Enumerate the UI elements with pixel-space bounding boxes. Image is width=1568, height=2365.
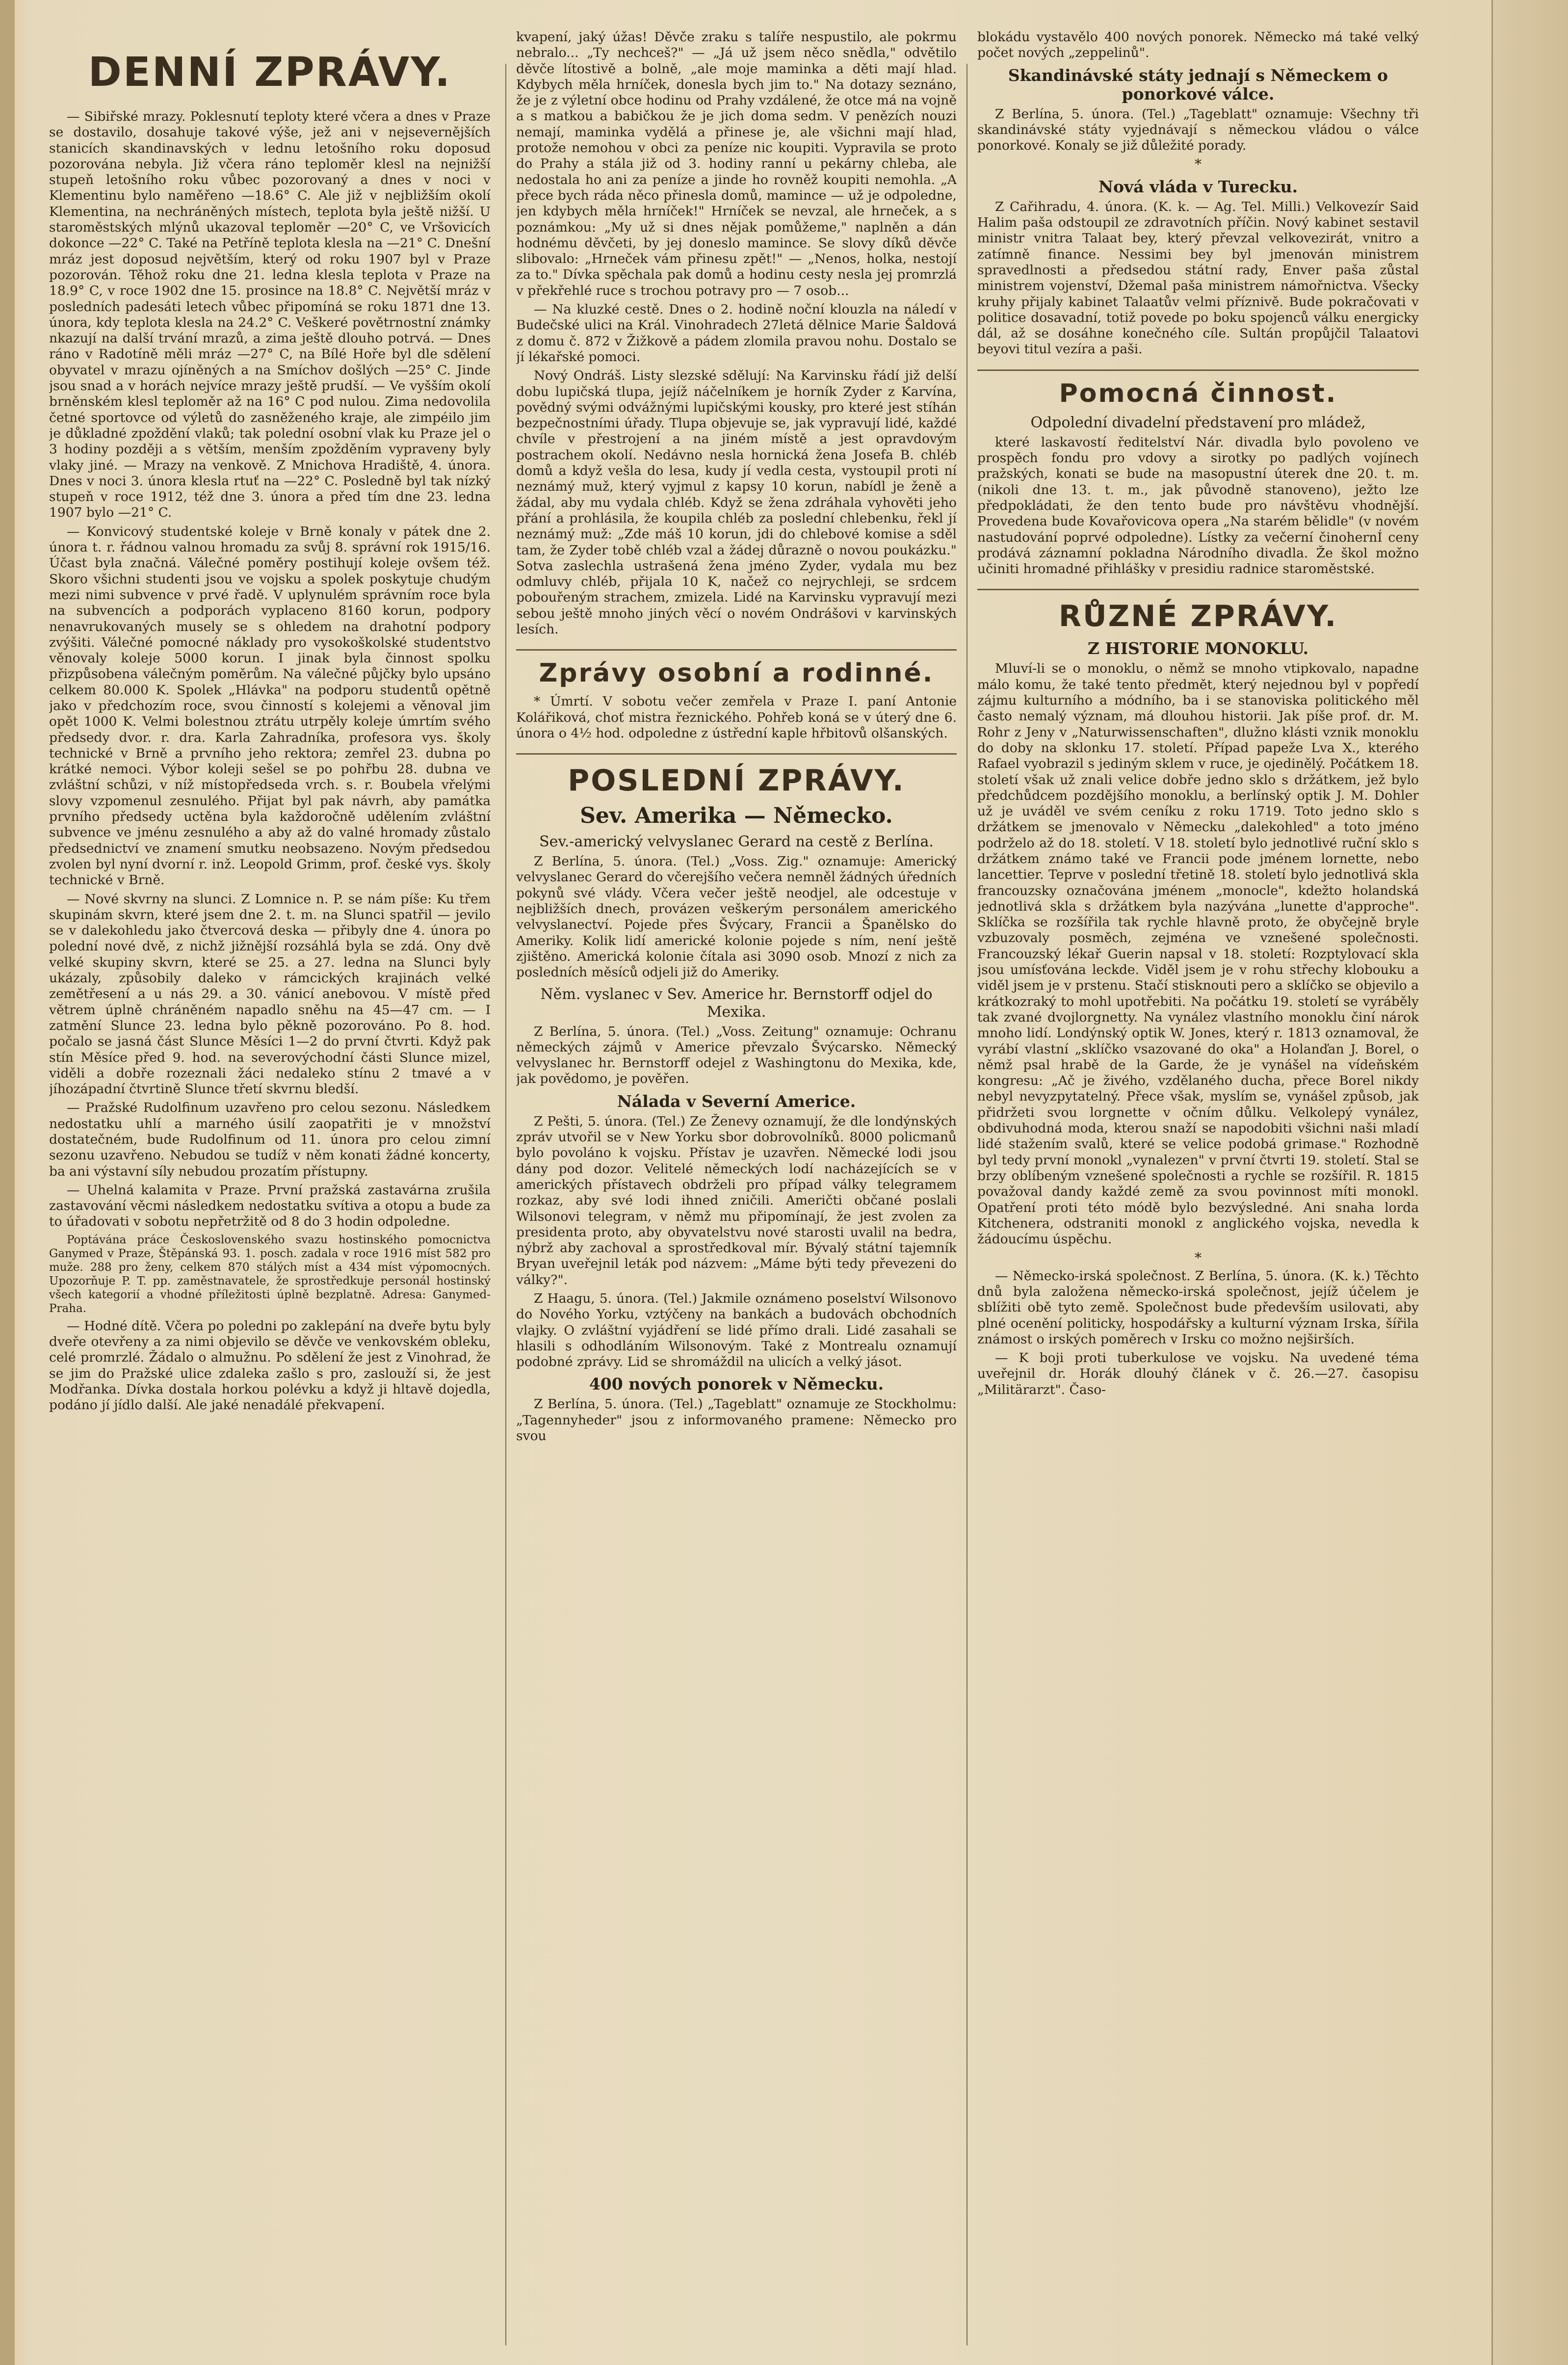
headline-divadelni-predstaveni: Odpolední divadelní představení pro mládež, (1030, 414, 1366, 431)
article-skandinavske-staty: Z Berlína, 5. února. (Tel.) „Tageblatt" oznamuje: Všechny tři skandinávské státy vyjednávají s německou vládou o válce ponorkové. Konaly se již důležité porady. (977, 106, 1419, 154)
article-nalada-haag: Z Haagu, 5. února. (Tel.) Jakmile oznámeno poselství Wilsonovo do Nového Yorku, vztýčeny na bankách a budovách obchodních vlajky. O zvláštní vyjádření se lidé přímo drali. Lidé zasahali se hlasili s odhodláním Wilsonovým. Také z Montrealu oznamují podobné zprávy. Lid se shromáždil na ulicích a velký jásot. (516, 1291, 957, 1370)
article-tuberkulosa: — K boji proti tuberkulose ve vojsku. Na uvedené téma uveřejnil dr. Horák dlouhý článek v č. 26.—27. časopisu „Militärarzt". Časo- (977, 1350, 1419, 1397)
article-400-ponorek: Z Berlína, 5. února. (Tel.) „Tageblatt" oznamuje ze Stockholmu: „Tagennyheder" jsou z informovaného pramene: Německo pro svou (516, 1396, 957, 1444)
headline-nalada: Nálada v Severní Americe. (617, 1091, 856, 1111)
headline-bernstorff: Něm. vyslanec v Sev. Americe hr. Bernstorff odjel do Mexika. (540, 985, 933, 1021)
section-title-ruzne-zpravy: RŮZNÉ ZPRÁVY. (977, 589, 1419, 634)
section-title-osobni-zpravy: Zprávy osobní a rodinné. (516, 649, 957, 689)
article-nova-vlada: Z Cařihradu, 4. února. (K. k. — Ag. Tel. Milli.) Velkovezír Said Halim paša odstoupil ze zdravotních příčin. Nový kabinet sestavil ministr vnitra Talaat bey, který převzal velkovezirát, vnitro a zatímně finance. Nessimi bey byl jmenován ministrem spravedlnosti a předsedou státní rady, Enver paša zůstal ministrem vojenství, Džemal paša ministrem námořnictva. Všecky kruhy přijaly kabinet Talaatův velmi příznivě. Bude pokračovati v politice dosavadní, totiž povede po boku spojenců válku energicky dál, až se dosáhne konečného cíle. Sultán propůjčil Talaatovi beyovi titul vezíra a paši. (977, 199, 1419, 357)
article-historie-monoklu: Mluví-li se o monoklu, o němž se mnoho vtipkovalo, napadne málo komu, že také tento předmět, který nejednou byl v popředí zájmu kulturního a módního, ba i se stanoviska politického měl často nemalý význam, má dlouhou historii. Jak píše prof. dr. M. Rohr z Jeny v „Naturwissenschaften", dlužno klásti vznik monoklu do doby na sklonku 17. století. Případ papeže Lva X., kterého Rafael vyobrazil s jediným sklem v ruce, je ojedinělý. Počátkem 18. století však už znali velice dobře jedno sklo s držátkem, jež bylo předchůdcem pozdějšího monoklu, a berlínský optik J. M. Dohler už je uváděl ve svém ceníku z roku 1719. Toto jedno sklo s držátkem se jmenovalo v Německu „dalekohled" a toto jméno podrželo až do 18. století. V 18. století bylo jednotlivé ruční sklo s držátkem známo také ve Francii pode jménem lornette, nebo lancettier. Teprve v poslední třetině 18. století bylo jednotlivá skla francouzsky označována jménem „monocle", kdežto holandská jednotlivá skla s držátkem byla nazývána „lunette d'approche". Sklíčka se rozšířila tak rychle hlavně proto, že obyčejně bryle vzbuzovaly posměch, zejména ve vznešené společnosti. Francouzský lékař Guerin napsal v 18. století: Rozptylovací skla jsou umísťována leckde. Viděl jsem je v rohu střechy klobouku a viděl jsem je v prstenu. Stačí stisknouti pero a sklíčko se objevilo a krátkozraký to mohl upotřebiti. Na počátku 19. století se vyráběly tak zvané dvojlorgnetty. Na vynález vlastního monoklu činí nárok mnoho lidí. Londýnský optik W. Jones, který r. 1813 oznamoval, že vyrábí vlastní „sklíčko vsazované do oka" a Holanďan J. Borel, o němž psal hrabě de la Garde, že je vynášel na vídeňském kongresu: „Ač je živého, vzdělaného ducha, přece Borel nikdy nebyl nevyzpytatelný. Přece však, myslím se, vynášel způsob, jak přidržeti svou lorgnette v očním důlku. Velkolepý vynález, obdivuhodná moda, kterou snaží se napodobiti všichni naši mladí lidé stažením svalů, které se velice podobá grimase." Rozhodně byl tedy první monokl „vynalezen" v první čtvrti 19. století. Stal se brzy oblíbeným vznešené společnosti a rychle se rozšířil. R. 1815 považoval dandy každé země za svou povinnost míti monokl. Opatření proti této módě bylo bezvýsledné. Ani snaha lorda Kitchenera, odstraniti monokl z anglického vojska, nevedla k žádoucímu úspěchu. (977, 661, 1419, 1247)
headline-historie-monoklu: Z HISTORIE MONOKLU. (1087, 639, 1309, 658)
separator-star: * (1195, 156, 1202, 173)
article-skvrny-na-slunci: — Nové skvrny na slunci. Z Lomnice n. P. se nám píše: Ku třem skupinám skvrn, které jsem dne 2. t. m. na Slunci spatřil — jevilo se v dalekohledu jako čtvercová deska — přibyly dne 4. února po polední nové dvě, z nichž jižnější rozsáhlá byla se zdá. Ony dvě velké skupiny skvrn, které se 25. a 27. ledna na Slunci byly ukázaly, způsobily daleko v rámcických krajinách velké zemětřesení a u nás 29. a 30. vánicí anebovou. V místě před větrem úplně chráněném napadlo sněhu na 45—47 cm. — I zatmění Slunce 23. ledna bylo pěkně pozorováno. Po 8. hod. počalo se jasná část Slunce Měsíci 1—2 do první čtvrti. Když pak stín Měsíce před 9. hod. na severovýchodní části Slunce mizel, viděli a dobře rozeznali žáci nedaleko stínu 2 tmavé a v jíhozápadní čtvrtině Slunce třetí skvrnu bledší. (49, 891, 491, 1097)
article-umrti: * Úmrtí. V sobotu večer zemřela v Praze I. paní Antonie Kolářiková, choť mistra řeznického. Pohřeb koná se v úterý dne 6. února o 4½ hod. odpoledne z ústřední kaple hřbitovů olšanských. (516, 694, 957, 741)
article-sibirske-mrazy: — Sibiřské mrazy. Poklesnutí teploty které včera a dnes v Praze se dostavilo, dosahuje takové výše, jež ani v nejsevernějších stanicích skandinavských v lednu letošního roku doposud pozorována nebyla. Již včera ráno teploměr klesl na nejnižší stupeň letošního roku vůbec pozorovaný a dnes v noci v Klementinu bylo naměřeno —18.6° C. Ale již v nejbližším okolí Klementina, na nechráněných místech, teplota byla ještě nižší. U staroměstských mlýnů ukazoval teploměr —20° C, ve Vršovicích dokonce —22° C. Také na Petříně teplota klesla na —21° C. Dnešní mráz jest doposud největším, který od roku 1907 byl v Praze pozorován. Těhož roku dne 21. ledna klesla teplota v Praze na 18.9° C, v roce 1902 dne 15. prosince na 18.8° C. Největší mráz v posledních padesáti letech vůbec připomíná se roku 1871 dne 13. února, kdy teplota klesla na 24.2° C. Veškeré povětrnostní známky nkazují na další trvání mrazů, a zima ještě dlouho potrvá. — Dnes ráno v Radotíně měli mráz —27° C, na Bílé Hoře byl dle sdělení obyvatel v mrazu ojíněných a na Smíchov došlých —25° C. Jinde jsou snad a v horách nejvíce mrazy ještě prudší. — Ve vyšším okolí brněnském klesl teploměr až na 16° C pod nulou. Zima nedovolila četné sportovce od výletů do zasněženého kraje, ale zimpéilo jim je důkladné zpoždění vlaků; tak polední osobní vlak ku Praze jel o 3 hodiny později a s větším, menším zpožděním vypraveny byly vlaky jiné. — Mrazy na venkově. Z Mnichova Hradiště, 4. února. Dnes v noci 3. února klesla rtuť na —22° C. Posledně byl tak nízký stupeň v roce 1912, též dne 3. února a před tím dne 23. ledna 1907 bylo —21° C. (49, 109, 491, 521)
article-studentske-koleje: — Konvicový studentské koleje v Brně konaly v pátek dne 2. února t. r. řádnou valnou hromadu za svůj 8. správní rok 1915/16. Účast byla značná. Válečné poměry postihují koleje ovšem též. Skoro všichni studenti jsou ve vojsku a spolek poskytuje chudým mezi nimi subvence v prvé řadě. V uplynulém správním roce byla na subvencích a podporách vyplaceno 8160 korun, podpory nenavrukovaných musely se s ohledem na drahotní podpory zvýšiti. Válečné pomocné náklady pro vysokoškolské studentstvo věnovaly koleje 5000 korun. I jinak byla činnost spolku přizpůsobena válečným poměrům. Na válečné půjčky bylo upsáno celkem 80.000 K. Spolek „Hlávka" na podporu studentů opětně jako v předchozím roce, svou činností s kolejemi a věnoval jim opět 1000 K. Velmi bolestnou ztrátu utrpěly koleje úmrtím svého předsedy dvor. r. dra. Karla Zahradníka, profesora vys. školy technické v Brně a prvního jeho rektora; zemřel 23. dubna po krátké nemoci. Výbor koleji sešel se po pohřbu 28. dubna ve zvláštní schůzi, v níž místopředseda vrch. s. r. Boubela vřelými slovy vzpomenul zesnulého. Přijat byl pak návrh, aby památka prvního předsedy uctěna byla každoročně udělením zvláštní subvence ve jménu zesnulého a aby až do valné hromady zůstalo předsednictví ve znamení smutku neobsazeno. Novým předsedou zvolen byl nyní dvorní r. inž. Leopold Grimm, prof. české vys. školy technické v Brně. (49, 524, 491, 888)
subheadline-gerard: Sev.-americký velvyslanec Gerard na cestě z Berlína. (539, 833, 934, 851)
section-title-posledni-zpravy: POSLEDNÍ ZPRÁVY. (516, 753, 957, 799)
section-title-pomocna-cinnost: Pomocná činnost. (977, 369, 1419, 409)
article-bernstorff: Z Berlína, 5. února. (Tel.) „Voss. Zeitung" oznamuje: Ochranu německých zájmů v Americe převzalo Švýcarsko. Německý velvyslanec hr. Bernstorff odejel z Washingtonu do Mexika, kde, jak povědomo, je pověřen. (516, 1024, 957, 1087)
headline-skandinavske-staty: Skandinávské státy jednají s Německem o ponorkové válce. (1008, 65, 1388, 104)
article-nalada-pest: Z Pešti, 5. února. (Tel.) Ze Ženevy oznamují, že dle londýnských zpráv utvořil se v New Yorku sbor dobrovolníků. 8000 policmanů bylo povoláno k vojsku. Přístav je uzavřen. Německé lodi jsou dány pod dozor. Velitelé německých lodí nacházejících se v amerických přístavech obdrželi pro případ války telegramem rozkaz, aby své lodi ihned zničili. Američti občané poslali Wilsonovi telegram, v němž mu připomínají, že jest zvolen za presidenta proto, aby obyvatelstvu nové starosti uvalil na bedra, nýbrž aby zachoval a sprostředkoval mír. Bývalý státní tajemník Bryan uveřejnil leták pod názvem: „Máme býti tedy převezeni do války?". (516, 1113, 957, 1288)
page-right-margin (1491, 0, 1568, 2365)
article-ganymed: Poptávána práce Československého svazu hostinského pomocnictva Ganymed v Praze, Štěpánská 93. 1. posch. zadala v roce 1916 míst 582 pro muže. 288 pro ženy, celkem 870 stálých míst a 434 míst výpomocných. Upozorňuje P. T. pp. zaměstnavatele, že sprostředkuje personál hostinský všech kategorií a vhodné příležitosti úplně bezplatně. Adresa: Ganymed-Praha. (49, 1233, 491, 1315)
article-divadelni-predstaveni: které laskavostí ředitelství Nár. divadla bylo povoleno ve prospěch fondu pro vdovy a sirotky po padlých vojínech pražských, konati se bude na masopustní úterek dne 20. t. m. (nikoli dne 13. t. m., jak původně stanoveno), ježto lze předpokládati, že den tento bude pro návštěvu vhodnější. Provedena bude Kovařovicova opera „Na starém bělidle" (v novém nastudování poprvé odpoledne). Lístky za večerní činohernÍ ceny prodává záznamní pokladna Národního divadla. Že škol možno učiniti hromadné přihlášky v presidiu radnice staroměstské. (977, 434, 1419, 577)
article-novy-ondras: Nový Ondráš. Listy slezské sdělují: Na Karvinsku řádí již delší dobu lupičská tlupa, jejíž náčelníkem je horník Zyder z Karvína, povědný svými odvážnými lupičskými kousky, pro které jest stíhán bezpečnostními úřady. Tlupa objevuje se, jak vypravují lidé, každé chvíle v přestrojení a na jiném místě a jest opravdovým postrachem okolí. Nedávno nesla hornická žena Josefa B. chléb domů a když vešla do lesa, kudy jí vedla cesta, vystoupil proti ní neznámý muž, který vyjmul z kapsy 10 korun, nabídl je ženě a žádal, aby mu vydala chléb. Když se žena zdráhala vyhověti jeho přání a prohlásila, že koupila chléb za poslední chlebenku, řekl jí neznámý muž: „Zde máš 10 korun, jdi do chlebové komise a sděl tam, že Zyder tobě chléb vzal a žádej důrazně o novou poukázku." Sotva zaslechla ustrašená žena jméno Zyder, vydala mu bez odmluvy chléb, přijala 10 K, načež co nejrychleji, se srdcem pobouřeným strachem, zmizela. Lidé na Karvinsku vypravují mezi sebou ještě mnoho jiných věcí o novém Ondrášovi v karvinských lesích. (516, 368, 957, 637)
column-rule (505, 64, 506, 2345)
article-hodne-dite: — Hodné dítě. Včera po poledni po zaklepání na dveře bytu byly dveře otevřeny a za nimi objevilo se děvče ve venkovském obleku, celé promrzlé. Žádalo o almužnu. Po sdělení že jest z Vinohrad, že se jim do Pražské ulice zdaleka zašlo s pro, zaslouží si, že jest Modřanka. Dívka dostala horkou polévku a když ji hltavě dojedla, podáno jí jídlo další. Ale jaké nenadálé překvapení. (49, 1318, 491, 1413)
page-fold-line (1491, 0, 1493, 2365)
article-rudolfinum: — Pražské Rudolfinum uzavřeno pro celou sezonu. Následkem nedostatku uhlí a marného úsilí zaopatřiti je v množství dostatečném, bude Rudolfinum od 11. února pro celou zimní sezonu uzavřeno. Nebudou se tudíž v něm konati žádné koncerty, ba ani výstavní síly nebudou prozatím přístupny. (49, 1100, 491, 1179)
headline-400-ponorek: 400 nových ponorek v Německu. (589, 1374, 884, 1394)
column-2 (516, 29, 957, 2355)
headline-amerika-nemecko: Sev. Amerika — Německo. (580, 803, 893, 829)
article-hodne-dite-cont: kvapení, jaký úžas! Děvče zraku s talíře nespustilo, ale pokrmu nebralo... „Ty nechceš?" — „Já už jsem něco snědla," odvětilo děvče lítostivě a bolně, „ale moje maminka a děti mají hlad. Kdybych měla hrníček, donesla bych jim to." Na dotazy seznáno, že je z výletní obce hodinu od Prahy vzdálené, že otce má na vojně a s matkou a babičkou že je jich doma sedm. V penězích nouzi nemají, maminka vydělá a přinese je, ale všichni mají hlad, protože nemohou v obci za peníze nic koupiti. Vypravila se proto do Prahy a stála již od 3. hodiny ranní u pekárny chleba, ale nedostala ho ani za peníze a jinde ho rovněž koupiti nemohla. „A přece bych ráda něco přinesla domů, mamince — už je odpoledne, jen kdybych měla hrníček!" Hrníček se nevzal, ale hrneček, a s poznámkou: „My už si dnes nějak pomůžeme," naplněn a dán hodnému děvčeti, by jej doneslo mamince. Se slovy díků děvče slibovalo: „Hrneček vám přinesu zpět!" — „Nenos, holka, nestojí za to." Dívka spěchala pak domů a hodinu cesty nesla jej promrzlá v překřehlé ruce s trochou potravy pro — 7 osob... (516, 29, 957, 298)
article-kluzka-cesta: — Na kluzké cestě. Dnes o 2. hodině noční klouzla na náledí v Budečské ulici na Král. Vinohradech 27letá dělnice Marie Šaldová z domu č. 872 v Žižkově a pádem zlomila pravou nohu. Dostalo se jí lékařské pomoci. (516, 302, 957, 365)
separator-star: * (1195, 1250, 1202, 1266)
article-uhelna-kalamita: — Uhelná kalamita v Praze. První pražská zastavárna zrušila zastavování věcmi následkem nedostatku svítiva a otopu a bude za to úřadovati v sobotu nepřetržitě od 8 do 3 hodin odpoledne. (49, 1182, 491, 1230)
column-1 (49, 29, 491, 2355)
headline-nova-vlada: Nová vláda v Turecku. (1098, 177, 1298, 196)
article-nemecko-irska: — Německo-irská společnost. Z Berlína, 5. února. (K. k.) Těchto dnů byla založena německo-irská společnost, jejíž účelem je sblížiti obě tyto země. Společnost bude především usilovati, aby plné ocenění politicky, hospodářsky a kulturní význam Irska, šířila známost o irských poměrech v Irsku co možno nejširších. (977, 1268, 1419, 1347)
column-3 (977, 29, 1419, 2355)
page-binding-edge (0, 0, 15, 2365)
section-title-denni-zpravy: DENNÍ ZPRÁVY. (88, 49, 452, 96)
article-400-ponorek-cont: blokádu vystavělo 400 nových ponorek. Německo má také velký počet nových „zeppelinů". (977, 29, 1419, 61)
article-gerard: Z Berlína, 5. února. (Tel.) „Voss. Zig." oznamuje: Americký velvyslanec Gerard do včerejšího večera nemněl žádných úředních pokynů své vlády. Včera večer ještě neodjel, ale odcestuje v nejbližších dnech, provázen veškerým personálem amerického velvyslanectví. Pojede přes Švýcary, Francii a Španělsko do Ameriky. Kolik lidí americké kolonie pojede s ním, není ještě zjištěno. Americká kolonie čítala asi 3090 osob. Mnozí z nich za posledních měsíců odjeli již do Ameriky. (516, 854, 957, 980)
